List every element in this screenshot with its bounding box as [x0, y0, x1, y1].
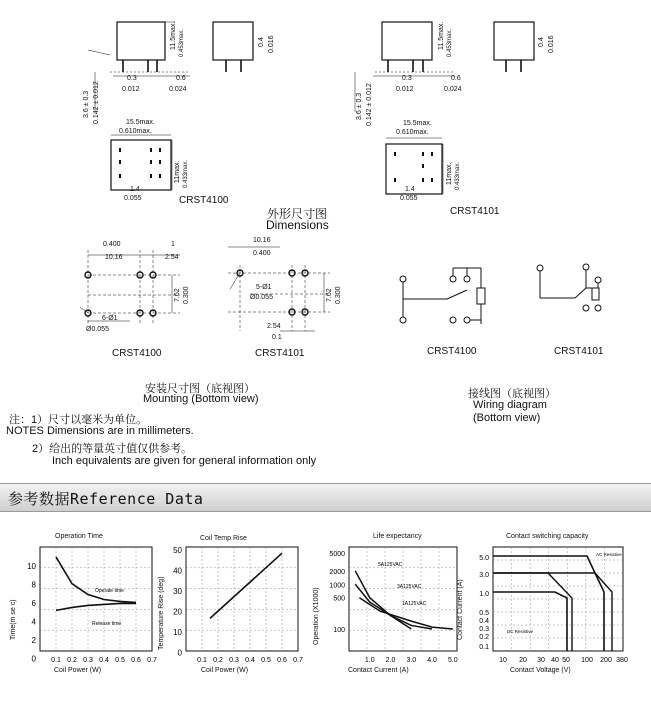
- pin-length-mm: 3.6 ± 0.3: [83, 90, 90, 118]
- pin-length-mm-2: 3.6 ± 0.3: [356, 92, 363, 120]
- c2-ytick: 50: [173, 546, 182, 555]
- mount-a-1: 1: [171, 241, 175, 248]
- chart2-title: Coil Temp Rise: [200, 535, 247, 542]
- mount-a-254: 2.54: [165, 254, 179, 261]
- c1-xtick: 0.5: [115, 657, 125, 664]
- width-in: 0.610max.: [119, 128, 152, 135]
- c1-xtick: 0.3: [83, 657, 93, 664]
- pitch-in-2: 0.055: [400, 195, 418, 202]
- c4-ytick: 0.2: [479, 634, 489, 641]
- c2-ytick: 10: [173, 628, 182, 637]
- c3-xtick: 4.0: [427, 657, 437, 664]
- height-max-mm: 11.5max.: [170, 21, 177, 50]
- c2-xtick: 0.2: [213, 657, 223, 664]
- c4-xtick: 30: [537, 657, 545, 664]
- chart3-xlabel: Contact Current (A): [348, 667, 409, 674]
- height-max-in-2: 0.453max.: [447, 28, 453, 57]
- pitch-in: 0.055: [124, 195, 142, 202]
- pin-t-mm: 0.6: [176, 75, 186, 82]
- height-max-mm-2: 11.5max.: [438, 21, 445, 50]
- c3-ytick: 5000: [329, 551, 345, 558]
- c4-xtick: 200: [600, 657, 612, 664]
- c1-xtick: 0.4: [99, 657, 109, 664]
- c4-ytick: 3.0: [479, 572, 489, 579]
- width-mm: 15.5max.: [126, 119, 155, 126]
- c2-xtick: 0.6: [277, 657, 287, 664]
- c4-ytick: 0.1: [479, 644, 489, 651]
- pin-t-mm-2: 0.6: [451, 75, 461, 82]
- chart4-title: Contact switching capacity: [506, 533, 589, 540]
- width-mm-2: 15.5max.: [403, 120, 432, 127]
- c1-ytick: 4: [31, 617, 36, 627]
- note-2-cn: 2）给出的等量英寸值仅供参考。: [32, 443, 193, 455]
- c2-xtick: 0.4: [245, 657, 255, 664]
- mount-a-model: CRST4100: [112, 348, 162, 359]
- c3-ytick: 500: [333, 595, 345, 603]
- pin-d-in-2: 0.012: [396, 86, 414, 93]
- c4-ytick: 0.4: [479, 618, 489, 625]
- c1-ytick: 6: [31, 599, 36, 608]
- c4-xtick: 100: [581, 657, 593, 664]
- mount-b-hole-in: Ø0.055: [250, 294, 273, 301]
- c4-xtick: 50: [562, 657, 570, 664]
- c3-ytick: 1000: [329, 582, 345, 590]
- chart2-xlabel: Coil Power (W): [201, 667, 249, 674]
- mount-a-hole: 6-Ø1: [102, 315, 118, 322]
- note-1-cn: 注：1）尺寸以毫米为单位。: [9, 414, 148, 426]
- wiring-title-en2: (Bottom view): [473, 412, 541, 424]
- c2-xtick: 0.1: [197, 657, 207, 664]
- c4-label-ac: AC Resistive: [596, 552, 622, 557]
- dimensions-title-en: Dimensions: [266, 218, 329, 232]
- c1-label-release: Release time: [92, 621, 122, 627]
- c4-ytick: 0.5: [479, 610, 489, 617]
- c3-xtick: 5.0: [447, 657, 458, 664]
- mount-b-400: 0.400: [253, 250, 271, 257]
- chart4-ylabel: Contact Current (A): [457, 579, 464, 640]
- c3-label-1a: 1A125VAC: [402, 601, 427, 607]
- chart3-title: Life expectancy: [373, 533, 422, 540]
- c2-ytick: 20: [173, 607, 182, 617]
- c3-ytick: 2000: [329, 568, 345, 576]
- depth-in-2: 0.433max.: [455, 161, 461, 190]
- c1-ytick: 0: [31, 654, 36, 664]
- reference-data-title: 参考数据Reference Data: [8, 490, 204, 508]
- height-max-in: 0.453max.: [179, 28, 185, 57]
- pitch-mm-2: 1.4: [405, 186, 415, 193]
- mounting-title-cn: 安装尺寸图（底视图）: [145, 383, 255, 395]
- note-2-en: Inch equivalents are given for general information only: [52, 455, 317, 467]
- c1-xtick: 0.2: [67, 657, 77, 664]
- mount-b-1016: 10.16: [253, 237, 271, 244]
- c2-ytick: 40: [173, 566, 182, 576]
- pin-d-in: 0.012: [122, 86, 140, 93]
- pin-length-in: 0.142 ± 0.012: [93, 81, 100, 124]
- c3-label-3a: 3A125VAC: [397, 584, 422, 590]
- c4-label-dc: DC Resistive: [507, 629, 534, 634]
- mounting-title-en: Mounting (Bottom view): [143, 393, 259, 405]
- pin-length-in-2: 0.142 ± 0.012: [366, 83, 373, 126]
- c2-ytick: 30: [173, 587, 182, 596]
- c1-ytick: 10: [27, 562, 36, 571]
- depth-in: 0.433max.: [183, 159, 189, 188]
- dimensions-title-cn: 外形尺寸图: [267, 207, 328, 221]
- c1-ytick: 2: [31, 636, 36, 645]
- c4-series-ac: [493, 556, 604, 651]
- mount-a-300: 0.300: [183, 286, 190, 304]
- c3-ytick: 100: [333, 627, 345, 634]
- pin-d-mm: 0.3: [127, 75, 137, 82]
- c4-xtick: 40: [551, 657, 559, 664]
- chart1-ylabel: Time(m se c): [10, 599, 17, 640]
- c2-xtick: 0.7: [293, 657, 303, 664]
- c1-ytick: 8: [31, 580, 36, 590]
- c1-xtick: 0.1: [51, 657, 61, 664]
- pin-t-in-2: 0.024: [444, 86, 462, 93]
- pitch-mm: 1.4: [130, 186, 140, 193]
- wiring-title-en: Wiring diagram: [473, 399, 547, 411]
- chart2-ylabel: Temperature Rise (deg): [158, 576, 165, 650]
- c1-label-operate: Operate time: [95, 588, 124, 594]
- mount-b-hole: 5-Ø1: [256, 284, 272, 291]
- pin-t-in: 0.024: [169, 86, 187, 93]
- mount-a-1016: 10.16: [105, 254, 123, 261]
- c4-series-dc-2: [493, 573, 572, 651]
- mount-b-762: 7.62: [326, 288, 333, 302]
- c4-ytick: 0.3: [479, 626, 489, 633]
- c3-xtick: 3.0: [406, 657, 417, 664]
- mount-a-hole-in: Ø0.055: [86, 326, 109, 333]
- c4-xtick: 20: [519, 657, 527, 664]
- model-label-crst4101: CRST4101: [450, 206, 500, 217]
- width-in-2: 0.610max.: [396, 129, 429, 136]
- c3-xtick: 2.0: [385, 657, 396, 664]
- c4-xtick: 380: [616, 657, 628, 664]
- mount-b-300: 0.300: [335, 286, 342, 304]
- note-1-en: NOTES Dimensions are in millimeters.: [6, 425, 194, 437]
- mount-b-254: 2.54: [267, 323, 281, 330]
- c3-label-5a: 5A125VAC: [378, 562, 403, 568]
- wiring-model-crst4101: CRST4101: [554, 346, 604, 357]
- mount-b-model: CRST4101: [255, 348, 305, 359]
- chart1-title: Operation Time: [55, 533, 103, 540]
- c3-xtick: 1.0: [364, 657, 375, 664]
- pin-d-mm-2: 0.3: [402, 75, 412, 82]
- pin-width-mm-2: 0.4: [538, 37, 545, 47]
- mount-a-400: 0.400: [103, 241, 121, 248]
- pin-width-mm: 0.4: [258, 37, 265, 47]
- mount-b-01: 0.1: [272, 334, 282, 341]
- mount-a-762: 7.62: [174, 288, 181, 302]
- pin-width-in-2: 0.016: [548, 35, 555, 53]
- c1-xtick: 0.6: [131, 657, 141, 664]
- c2-ytick: 0: [177, 648, 182, 658]
- depth-mm: 11max.: [174, 160, 181, 183]
- depth-mm-2: 11max.: [446, 162, 453, 185]
- chart1-xlabel: Coil Power (W): [54, 667, 102, 674]
- c2-xtick: 0.3: [229, 657, 239, 664]
- c4-ytick: 5.0: [479, 555, 489, 562]
- c1-xtick: 0.7: [147, 657, 157, 664]
- chart4-xlabel: Contact Voltage (V): [510, 667, 571, 674]
- wiring-title-cn: 接线图（底视图）: [468, 388, 556, 400]
- chart3-ylabel: Operation (X1000): [313, 587, 320, 645]
- model-label-crst4100: CRST4100: [179, 195, 229, 206]
- c4-xtick: 10: [499, 657, 507, 664]
- c4-ytick: 1.0: [479, 591, 489, 598]
- pin-width-in: 0.016: [268, 35, 275, 53]
- c2-xtick: 0.5: [261, 657, 271, 664]
- wiring-model-crst4100: CRST4100: [427, 346, 477, 357]
